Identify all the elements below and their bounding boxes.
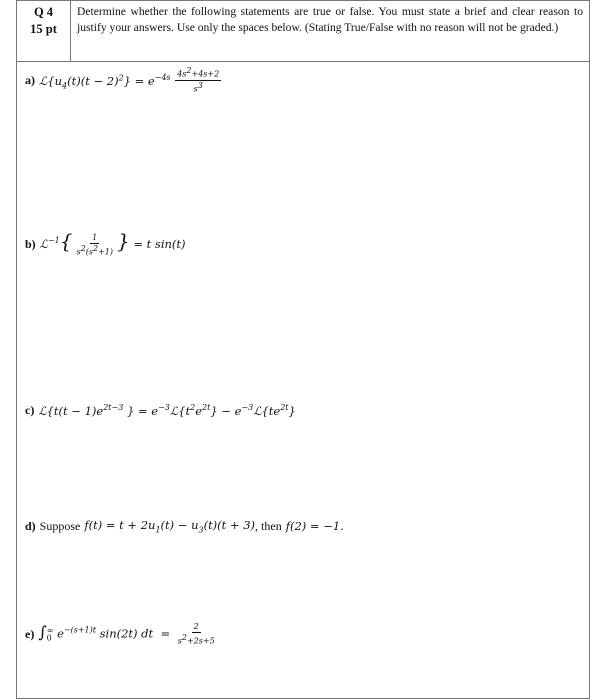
question-info-cell	[17, 1, 71, 61]
statement-c-expression: ℒ{t(t − $1)e^{2t-3}$ } = $e^{-3}ℒ\{t^2e^{2t}\}$ − $e^{-3}ℒ\{te^{2t}\}$	[38, 403, 296, 418]
statement-a-label: a)	[25, 72, 35, 87]
question-header	[17, 0, 589, 62]
statement-a-expression: $ℒ\{u_4(t)(t - 2)^2\} = e^{-4s \frac{4s^2+4s+2}{s^3}}$	[39, 66, 220, 94]
instructions-text: Determine whether the following statements are true or false. You must state a brief and clear reason to justify your answers. Use only the spaces below. (Stating True/False with no reason will not be graded.)	[77, 5, 583, 35]
statement-a	[25, 66, 223, 94]
statement-d-result: f(2) = −1.	[285, 519, 344, 534]
statement-d-suppose: Suppose	[39, 518, 81, 533]
statement-d-label: d)	[25, 518, 36, 533]
statement-d-expression: $f(t) = t + 2u_1(t) - u_3(t)(t + 3)$	[84, 518, 256, 535]
question-points: 15 pt	[30, 22, 57, 36]
statement-c-label: c)	[25, 403, 35, 417]
statement-e	[25, 622, 219, 647]
question-number: Q 4	[33, 5, 54, 19]
statement-d-then: , then	[255, 518, 282, 533]
statement-b-expression: ℒ$^{-1}${ $\frac{1}{s^2(s^2+1)}$ } = t sin(t)	[39, 229, 186, 257]
statement-d	[25, 518, 344, 534]
statement-e-expression: $\int_0^\infty$ $e^{-(s+1)t}$ sin(2t) dt = $\frac{2}{s^2+2s+5}$	[38, 622, 215, 646]
statement-e-label: e)	[25, 626, 35, 641]
statement-b-label: b)	[25, 237, 36, 252]
statement-b	[25, 229, 186, 257]
exam-page	[16, 0, 590, 699]
statement-c	[25, 403, 296, 418]
